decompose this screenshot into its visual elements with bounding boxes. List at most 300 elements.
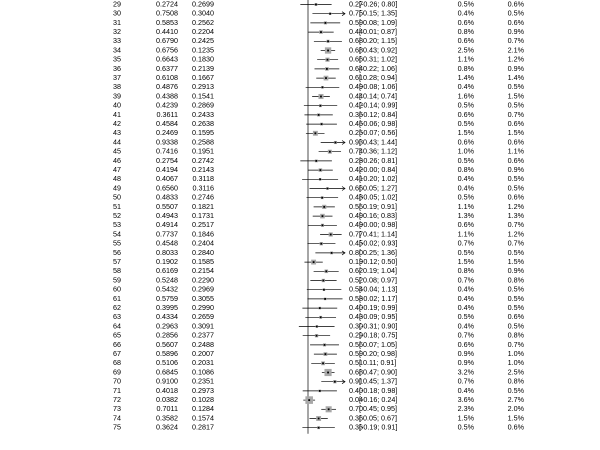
study-label: 64	[113, 321, 121, 331]
weight-random: 1.1%	[507, 146, 524, 156]
study-row	[113, 239, 525, 248]
study-row	[113, 193, 525, 202]
study-label: 50	[113, 192, 121, 202]
se-value: 0.1731	[192, 211, 214, 221]
estimate-label: 0.36	[349, 109, 363, 119]
se-value: 0.2973	[192, 385, 214, 395]
ci-label: [ 0.47; 0.90]	[359, 367, 397, 377]
study-label: 54	[113, 229, 121, 239]
estimate-point	[327, 188, 329, 190]
estimate-point	[329, 13, 331, 15]
study-label: 38	[113, 82, 121, 92]
study-label: 73	[113, 404, 121, 414]
te-value: 0.5759	[156, 293, 178, 303]
estimate-label: 0.42	[349, 100, 363, 110]
study-label: 59	[113, 275, 121, 285]
study-row	[113, 101, 525, 110]
study-row	[113, 285, 525, 294]
estimate-label: 0.29	[349, 330, 363, 340]
weight-common: 1.1%	[457, 54, 474, 64]
study-row	[113, 156, 525, 165]
weight-random: 0.6%	[507, 155, 524, 165]
study-row	[113, 18, 525, 27]
se-value: 0.3091	[192, 321, 214, 331]
se-value: 0.2588	[192, 137, 214, 147]
se-value: 0.2404	[192, 238, 214, 248]
estimate-point	[322, 280, 324, 282]
study-row	[113, 358, 525, 367]
weight-common: 0.8%	[457, 266, 474, 276]
estimate-point	[334, 381, 336, 383]
ci-label: [ 0.20; 0.98]	[359, 349, 397, 359]
estimate-label: 0.66	[349, 54, 363, 64]
te-value: 0.5507	[156, 201, 178, 211]
estimate-point	[319, 105, 321, 107]
ci-label: [-0.31; 0.90]	[359, 321, 398, 331]
weight-random: 0.6%	[507, 422, 524, 432]
study-row	[113, 211, 525, 220]
estimate-point	[324, 344, 326, 346]
study-row	[113, 367, 525, 376]
ci-label: [-0.12; 0.84]	[359, 109, 398, 119]
ci-label: [ 0.05; 1.27]	[359, 183, 397, 193]
te-value: 0.0382	[156, 395, 178, 405]
weight-common: 0.7%	[457, 275, 474, 285]
study-row	[113, 349, 525, 358]
study-row	[113, 9, 525, 18]
study-label: 60	[113, 284, 121, 294]
ci-label: [-0.14; 0.99]	[359, 100, 398, 110]
estimate-point	[313, 261, 315, 263]
estimate-label: 0.49	[349, 82, 363, 92]
estimate-point	[335, 142, 337, 144]
study-row	[113, 229, 525, 238]
estimate-point	[316, 335, 318, 337]
weight-common: 1.0%	[457, 146, 474, 156]
ci-label: [-0.06; 0.98]	[359, 119, 398, 129]
te-value: 0.5432	[156, 284, 178, 294]
te-value: 0.7508	[156, 8, 178, 18]
ci-label: [ 0.14; 0.74]	[359, 91, 397, 101]
study-label: 37	[113, 73, 121, 83]
study-row	[113, 294, 525, 303]
estimate-label: 0.66	[349, 183, 363, 193]
estimate-label: 0.45	[349, 238, 363, 248]
ci-label: [-0.05; 1.02]	[359, 192, 398, 202]
weight-random: 0.5%	[507, 183, 524, 193]
study-row	[113, 220, 525, 229]
study-row	[113, 73, 525, 82]
weight-random: 1.5%	[507, 413, 524, 423]
se-value: 0.1821	[192, 201, 214, 211]
ci-label: [-0.19; 0.99]	[359, 303, 398, 313]
se-value: 0.2290	[192, 275, 214, 285]
weight-random: 1.2%	[507, 229, 524, 239]
study-label: 32	[113, 27, 121, 37]
study-row	[113, 404, 525, 413]
te-value: 0.3611	[156, 109, 178, 119]
estimate-label: 0.64	[349, 63, 363, 73]
weight-common: 0.6%	[457, 137, 474, 147]
te-value: 0.4018	[156, 385, 178, 395]
estimate-point	[319, 390, 321, 392]
se-value: 0.2913	[192, 82, 214, 92]
estimate-label: 0.68	[349, 367, 363, 377]
study-label: 71	[113, 385, 121, 395]
te-value: 0.2469	[156, 128, 178, 138]
study-row	[113, 266, 525, 275]
te-value: 0.4548	[156, 238, 178, 248]
weight-common: 0.4%	[457, 8, 474, 18]
weight-random: 0.5%	[507, 385, 524, 395]
weight-random: 0.8%	[507, 330, 524, 340]
te-value: 0.6845	[156, 367, 178, 377]
te-value: 0.4067	[156, 174, 178, 184]
te-value: 0.6790	[156, 36, 178, 46]
estimate-point	[322, 215, 324, 217]
study-label: 75	[113, 422, 121, 432]
estimate-point	[326, 68, 328, 70]
weight-common: 0.8%	[457, 63, 474, 73]
ci-label: [ 0.19; 0.91]	[359, 201, 397, 211]
se-value: 0.3118	[192, 174, 214, 184]
te-value: 0.8033	[156, 247, 178, 257]
se-value: 0.2840	[192, 247, 214, 257]
ci-label: [-0.00; 0.84]	[359, 165, 398, 175]
study-label: 70	[113, 376, 121, 386]
estimate-point	[325, 77, 327, 79]
ci-label: [-0.02; 1.17]	[359, 293, 398, 303]
weight-common: 0.6%	[457, 109, 474, 119]
estimate-label: 0.43	[349, 312, 363, 322]
se-value: 0.2817	[192, 422, 214, 432]
ci-label: [-0.18; 0.98]	[359, 385, 398, 395]
estimate-label: 0.59	[349, 17, 363, 27]
weight-common: 0.9%	[457, 349, 474, 359]
se-value: 0.2425	[192, 36, 214, 46]
ci-label: [ 0.36; 1.12]	[359, 146, 397, 156]
te-value: 0.4410	[156, 27, 178, 37]
estimate-label: 0.48	[349, 192, 363, 202]
estimate-label: 0.74	[349, 146, 363, 156]
te-value: 0.4914	[156, 220, 178, 230]
weight-random: 1.0%	[507, 349, 524, 359]
te-value: 0.7416	[156, 146, 178, 156]
weight-common: 0.5%	[457, 312, 474, 322]
study-label: 47	[113, 165, 121, 175]
weight-random: 0.7%	[507, 339, 524, 349]
study-row	[113, 128, 525, 137]
estimate-label: 0.44	[349, 91, 363, 101]
te-value: 0.3582	[156, 413, 178, 423]
study-row	[113, 423, 525, 432]
study-row	[113, 248, 525, 257]
estimate-label: 0.19	[349, 257, 363, 267]
se-value: 0.1951	[192, 146, 214, 156]
weight-random: 1.5%	[507, 257, 524, 267]
estimate-point	[322, 224, 324, 226]
se-value: 0.2031	[192, 358, 214, 368]
se-value: 0.2139	[192, 63, 214, 73]
study-row	[113, 202, 525, 211]
estimate-point	[328, 408, 330, 410]
estimate-point	[323, 289, 325, 291]
weight-common: 0.8%	[457, 165, 474, 175]
se-value: 0.2377	[192, 330, 214, 340]
estimate-point	[327, 59, 329, 61]
te-value: 0.2754	[156, 155, 178, 165]
study-row	[113, 119, 525, 128]
weight-common: 3.6%	[457, 395, 474, 405]
weight-common: 0.4%	[457, 183, 474, 193]
weight-common: 1.4%	[457, 73, 474, 83]
ci-label: [ 0.41; 1.14]	[359, 229, 397, 239]
study-label: 40	[113, 100, 121, 110]
study-row	[113, 110, 525, 119]
estimate-label: 0.62	[349, 266, 363, 276]
te-value: 0.9338	[156, 137, 178, 147]
weight-common: 0.4%	[457, 293, 474, 303]
se-value: 0.2562	[192, 17, 214, 27]
te-value: 0.4833	[156, 192, 178, 202]
study-label: 36	[113, 63, 121, 73]
estimate-label: 0.27	[349, 0, 363, 9]
ci-label: [-0.20; 1.02]	[359, 174, 398, 184]
estimate-point	[318, 114, 320, 116]
estimate-label: 0.93	[349, 137, 363, 147]
study-label: 72	[113, 395, 121, 405]
study-label: 66	[113, 339, 121, 349]
te-value: 0.5106	[156, 358, 178, 368]
estimate-point	[308, 399, 310, 401]
study-label: 48	[113, 174, 121, 184]
se-value: 0.2869	[192, 100, 214, 110]
weight-common: 0.4%	[457, 321, 474, 331]
ci-label: [-0.08; 1.06]	[359, 82, 398, 92]
estimate-point	[320, 316, 322, 318]
te-value: 0.3995	[156, 303, 178, 313]
study-label: 35	[113, 54, 121, 64]
ci-label: [ 0.15; 1.35]	[359, 8, 397, 18]
weight-common: 0.6%	[457, 339, 474, 349]
study-label: 39	[113, 91, 121, 101]
study-label: 31	[113, 17, 121, 27]
weight-random: 2.5%	[507, 367, 524, 377]
estimate-point	[321, 123, 323, 125]
weight-random: 0.9%	[507, 27, 524, 37]
te-value: 0.2856	[156, 330, 178, 340]
weight-common: 0.6%	[457, 36, 474, 46]
study-row	[113, 137, 525, 146]
te-value: 0.2963	[156, 321, 178, 331]
estimate-label: 0.49	[349, 211, 363, 221]
weight-common: 1.5%	[457, 257, 474, 267]
se-value: 0.1235	[192, 45, 214, 55]
ci-label: [-0.09; 0.95]	[359, 312, 398, 322]
weight-random: 0.8%	[507, 376, 524, 386]
te-value: 0.6643	[156, 54, 178, 64]
study-label: 53	[113, 220, 121, 230]
study-row	[113, 64, 525, 73]
weight-random: 2.1%	[507, 45, 524, 55]
weight-random: 0.6%	[507, 0, 524, 9]
study-row	[113, 303, 525, 312]
study-label: 67	[113, 349, 121, 359]
weight-random: 1.0%	[507, 358, 524, 368]
study-row	[113, 386, 525, 395]
study-row	[113, 340, 525, 349]
se-value: 0.2488	[192, 339, 214, 349]
study-label: 74	[113, 413, 121, 423]
ci-label: [-0.16; 0.24]	[359, 395, 398, 405]
weight-random: 0.7%	[507, 220, 524, 230]
ci-label: [-0.26; 0.81]	[359, 155, 398, 165]
se-value: 0.2659	[192, 312, 214, 322]
study-label: 56	[113, 247, 121, 257]
te-value: 0.4876	[156, 82, 178, 92]
estimate-label: 0.41	[349, 174, 363, 184]
study-row	[113, 55, 525, 64]
study-row	[113, 395, 525, 404]
study-label: 43	[113, 128, 121, 138]
estimate-label: 0.51	[349, 358, 363, 368]
weight-random: 1.4%	[507, 73, 524, 83]
se-value: 0.3116	[192, 183, 214, 193]
estimate-label: 0.56	[349, 339, 363, 349]
study-label: 41	[113, 109, 121, 119]
weight-common: 0.5%	[457, 119, 474, 129]
estimate-label: 0.30	[349, 321, 363, 331]
weight-common: 0.5%	[457, 422, 474, 432]
ci-label: [ 0.43; 1.44]	[359, 137, 397, 147]
study-row	[113, 377, 525, 386]
estimate-point	[316, 326, 318, 328]
weight-random: 0.7%	[507, 109, 524, 119]
study-row	[113, 183, 525, 192]
study-row	[113, 0, 525, 8]
study-label: 58	[113, 266, 121, 276]
study-row	[113, 165, 525, 174]
se-value: 0.2969	[192, 284, 214, 294]
te-value: 0.4388	[156, 91, 178, 101]
study-label: 55	[113, 238, 121, 248]
estimate-label: 0.44	[349, 27, 363, 37]
weight-common: 1.6%	[457, 91, 474, 101]
estimate-label: 0.25	[349, 128, 363, 138]
study-label: 63	[113, 312, 121, 322]
study-row	[113, 275, 525, 284]
weight-random: 0.9%	[507, 63, 524, 73]
estimate-point	[330, 234, 332, 236]
study-row	[113, 82, 525, 91]
weight-random: 1.2%	[507, 54, 524, 64]
estimate-label: 0.49	[349, 220, 363, 230]
study-row	[113, 174, 525, 183]
te-value: 0.6756	[156, 45, 178, 55]
estimate-point	[325, 22, 327, 24]
te-value: 0.5248	[156, 275, 178, 285]
weight-common: 0.7%	[457, 330, 474, 340]
weight-random: 0.5%	[507, 321, 524, 331]
weight-common: 0.5%	[457, 155, 474, 165]
te-value: 0.9100	[156, 376, 178, 386]
estimate-point	[314, 132, 316, 134]
weight-random: 0.5%	[507, 82, 524, 92]
ci-label: [ 0.22; 1.06]	[359, 63, 397, 73]
se-value: 0.2742	[192, 155, 214, 165]
study-label: 45	[113, 146, 121, 156]
study-label: 30	[113, 8, 121, 18]
ci-label: [ 0.25; 1.36]	[359, 247, 397, 257]
estimate-label: 0.58	[349, 293, 363, 303]
estimate-label: 0.77	[349, 229, 363, 239]
weight-random: 0.6%	[507, 119, 524, 129]
weight-common: 0.5%	[457, 0, 474, 9]
se-value: 0.2154	[192, 266, 214, 276]
weight-random: 0.6%	[507, 17, 524, 27]
study-label: 52	[113, 211, 121, 221]
weight-random: 0.5%	[507, 174, 524, 184]
weight-random: 0.9%	[507, 266, 524, 276]
estimate-point	[315, 160, 317, 162]
estimate-label: 0.52	[349, 275, 363, 285]
weight-common: 0.9%	[457, 358, 474, 368]
weight-common: 0.4%	[457, 174, 474, 184]
se-value: 0.1284	[192, 404, 214, 414]
study-label: 44	[113, 137, 121, 147]
ci-label: [ 0.20; 1.15]	[359, 36, 397, 46]
se-value: 0.2699	[192, 0, 214, 9]
weight-random: 0.6%	[507, 312, 524, 322]
se-value: 0.1541	[192, 91, 214, 101]
weight-common: 0.4%	[457, 82, 474, 92]
weight-common: 0.4%	[457, 303, 474, 313]
weight-random: 0.5%	[507, 100, 524, 110]
ci-label: [-0.00; 0.98]	[359, 220, 398, 230]
study-row	[113, 36, 525, 45]
te-value: 0.6560	[156, 183, 178, 193]
estimate-point	[322, 86, 324, 88]
estimate-point	[331, 252, 333, 254]
study-label: 49	[113, 183, 121, 193]
ci-label: [-0.07; 0.56]	[359, 128, 398, 138]
study-row	[113, 321, 525, 330]
estimate-label: 0.91	[349, 376, 363, 386]
estimate-point	[324, 298, 326, 300]
se-value: 0.1028	[192, 395, 214, 405]
weight-random: 0.7%	[507, 36, 524, 46]
se-value: 0.2143	[192, 165, 214, 175]
weight-common: 2.3%	[457, 404, 474, 414]
te-value: 0.4194	[156, 165, 178, 175]
te-value: 0.7011	[156, 404, 178, 414]
study-row	[113, 91, 525, 100]
study-label: 29	[113, 0, 121, 9]
estimate-point	[320, 243, 322, 245]
te-value: 0.6108	[156, 73, 178, 83]
te-value: 0.5607	[156, 339, 178, 349]
ci-label: [ 0.45; 0.95]	[359, 404, 397, 414]
weight-random: 0.5%	[507, 8, 524, 18]
se-value: 0.2517	[192, 220, 214, 230]
estimate-label: 0.61	[349, 73, 363, 83]
weight-random: 2.7%	[507, 395, 524, 405]
study-label: 42	[113, 119, 121, 129]
se-value: 0.1667	[192, 73, 214, 83]
estimate-point	[325, 353, 327, 355]
weight-random: 0.6%	[507, 137, 524, 147]
se-value: 0.1595	[192, 128, 214, 138]
